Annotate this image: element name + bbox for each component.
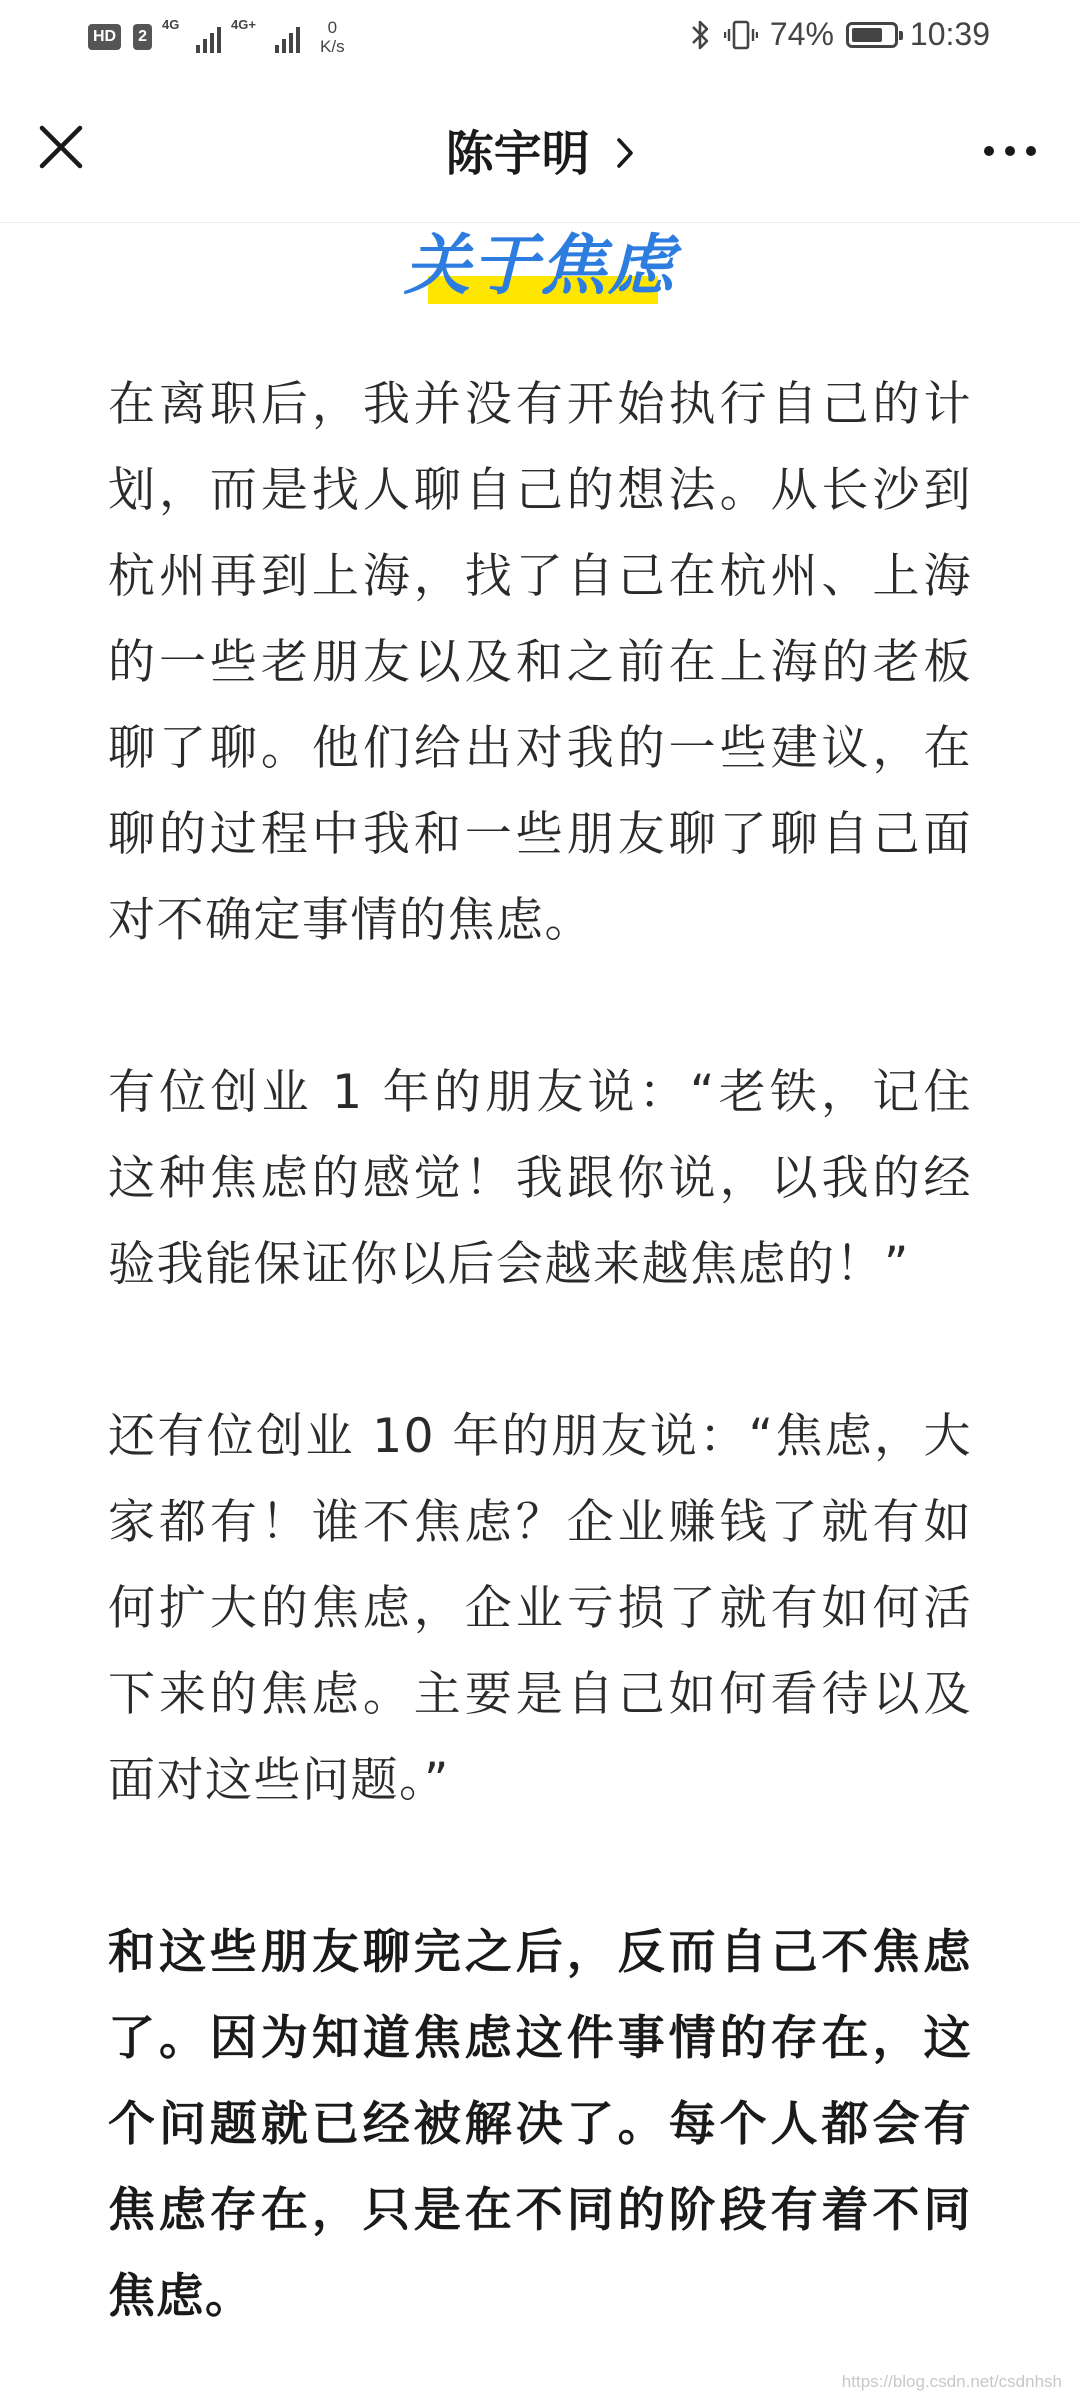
network-speed-value: 0 bbox=[327, 18, 338, 37]
article-body bbox=[0, 222, 1080, 2340]
article-paragraph-bold: 和这些朋友聊完之后，反而自己不焦虑了。因为知道焦虑这件事情的存在，这个问题就已经被解决了。每个人都会有焦虑存在，只是在不同的阶段有着不同焦虑。 bbox=[108, 1925, 972, 2324]
hd-badge: HD bbox=[88, 24, 121, 50]
battery-percent: 74% bbox=[769, 16, 834, 52]
status-right-group bbox=[690, 16, 990, 53]
chevron-right-icon bbox=[616, 137, 634, 169]
network-speed bbox=[320, 18, 345, 56]
account-name: 陈宇明 bbox=[445, 126, 590, 182]
vibrate-icon bbox=[724, 18, 758, 52]
status-left-group bbox=[88, 18, 345, 56]
more-dots-icon bbox=[980, 136, 1040, 166]
article-paragraph: 还有位创业 10 年的朋友说：“焦虑，大家都有！谁不焦虑？企业赚钱了就有如何扩大的焦虑，企业亏损了就有如何活下来的焦虑。主要是自己如何看待以及面对这些问题。” bbox=[108, 1409, 972, 1808]
signal-strength-icon-sim2 bbox=[231, 17, 300, 53]
article-paragraph: 在离职后，我并没有开始执行自己的计划，而是找人聊自己的想法。从长沙到杭州再到上海，找了自己在杭州、上海的一些老朋友以及和之前在上海的老板聊了聊。他们给出对我的一些建议，在聊的过程中我和一些朋友聊了聊自己面对不确定事情的焦虑。 bbox=[108, 377, 972, 948]
signal-type-label: 4G bbox=[162, 17, 180, 32]
article-heading: 关于焦虑 bbox=[404, 227, 676, 304]
article-paragraph: 有位创业 1 年的朋友说：“老铁，记住这种焦虑的感觉！我跟你说，以我的经验我能保证你以后会越来越焦虑的！” bbox=[108, 1065, 972, 1292]
sim-number-badge: 2 bbox=[133, 24, 152, 50]
more-options-button[interactable] bbox=[980, 136, 1040, 166]
account-title-link[interactable] bbox=[0, 124, 1080, 184]
clock: 10:39 bbox=[909, 16, 990, 52]
battery-icon bbox=[846, 22, 898, 48]
network-speed-unit: K/s bbox=[320, 37, 345, 56]
signal-strength-icon-sim1 bbox=[162, 17, 221, 53]
article-heading-block bbox=[0, 222, 1080, 312]
status-bar bbox=[0, 0, 1080, 78]
bluetooth-icon bbox=[690, 18, 712, 52]
signal-type-label: 4G+ bbox=[231, 17, 256, 32]
watermark: https://blog.csdn.net/csdnhsh bbox=[841, 2372, 1062, 2391]
top-nav-bar bbox=[0, 78, 1080, 223]
